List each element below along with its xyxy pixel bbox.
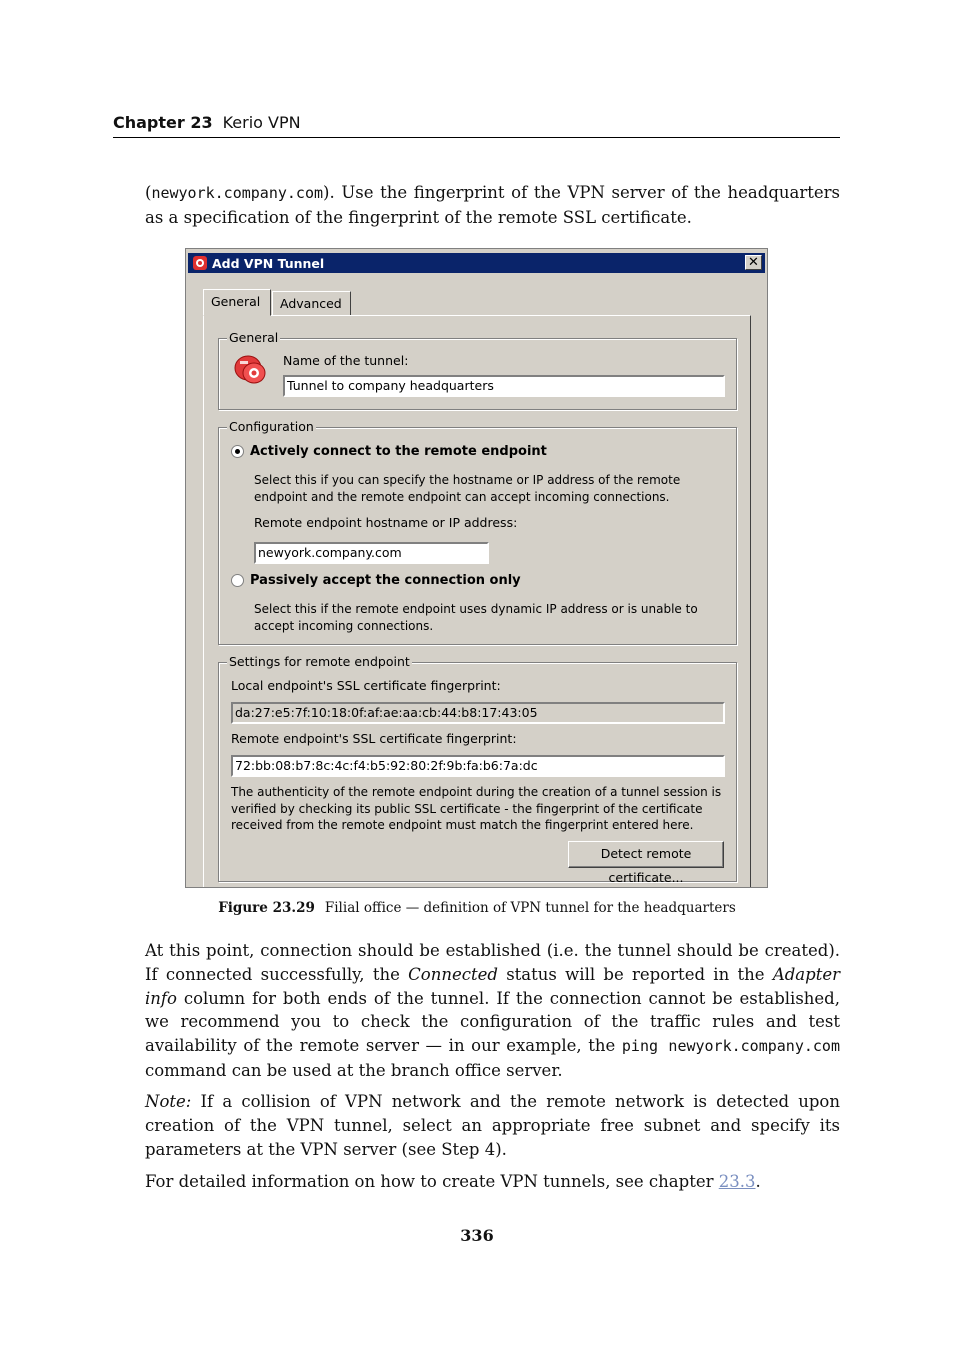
figure-label: Figure 23.29 xyxy=(218,900,315,916)
adapter-info-term: Adapter info xyxy=(145,964,840,1008)
chapter-link[interactable]: 23.3 xyxy=(718,1172,756,1191)
connected-term: Connected xyxy=(408,964,498,984)
vpn-tunnel-icon xyxy=(232,353,268,387)
local-fingerprint-label: Local endpoint's SSL certificate fingerprint: xyxy=(231,678,501,693)
kerio-app-icon xyxy=(192,255,208,271)
active-connect-description: Select this if you can specify the hostname or IP address of the remote endpoint and the remote endpoint can accept incoming connections. xyxy=(254,473,681,504)
tunnel-name-input[interactable]: Tunnel to company headquarters xyxy=(283,375,725,397)
body-paragraph-3: For detailed information on how to create VPN tunnels, see chapter 23.3. xyxy=(145,1172,761,1191)
remote-fingerprint-label: Remote endpoint's SSL certificate fingerprint: xyxy=(231,731,517,746)
detect-certificate-button[interactable]: Detect remote certificate... xyxy=(568,841,724,868)
general-group-title: General xyxy=(229,330,279,345)
general-group xyxy=(218,330,737,410)
configuration-group xyxy=(218,419,737,645)
tab-advanced[interactable]: Advanced xyxy=(272,291,351,315)
active-connect-radio[interactable] xyxy=(231,445,244,458)
add-vpn-tunnel-dialog xyxy=(185,248,768,888)
ping-command: ping newyork.company.com xyxy=(621,1037,840,1056)
body-paragraph-1: At this point, connection should be established (i.e. the tunnel should be created). If connected successfully, the Connected status will be reported in the Adapter info column for both ends of the tunnel. If the connection cannot be established, we recommend you to check the configuration of the traffic rules and test availability of the remote server — in our example, the ping newyork.company.com command can be used at the branch office server. xyxy=(145,941,840,1080)
remote-fingerprint-input[interactable]: 72:bb:08:b7:8c:4c:f4:b5:92:80:2f:9b:fa:b6:7a:dc xyxy=(231,755,725,777)
remote-host-input[interactable]: newyork.company.com xyxy=(254,542,489,564)
chapter-title: Kerio VPN xyxy=(222,113,301,132)
passive-accept-description: Select this if the remote endpoint uses dynamic IP address or is unable to accept incoming connections. xyxy=(254,602,698,633)
running-header xyxy=(113,113,840,138)
note-label: Note: xyxy=(145,1092,192,1111)
local-fingerprint-field: da:27:e5:7f:10:18:0f:af:ae:aa:cb:44:b8:17:43:05 xyxy=(231,702,725,724)
intro-host: newyork.company.com xyxy=(151,184,324,202)
remote-settings-group-title: Settings for remote endpoint xyxy=(229,654,410,669)
remote-settings-group xyxy=(218,654,737,885)
configuration-group-title: Configuration xyxy=(229,419,314,434)
dialog-titlebar xyxy=(188,253,765,273)
general-tab-panel xyxy=(203,315,751,888)
passive-accept-label: Passively accept the connection only xyxy=(250,573,521,588)
active-connect-label: Actively connect to the remote endpoint xyxy=(250,444,547,459)
figure-caption-text: Filial office — definition of VPN tunnel for the headquarters xyxy=(324,900,736,916)
intro-paragraph: (newyork.company.com). Use the fingerprint of the VPN server of the headquarters as a specification of the fingerprint of the remote SSL certificate. xyxy=(145,183,840,227)
page-number: 336 xyxy=(460,1226,494,1245)
figure-caption xyxy=(0,900,954,916)
fingerprint-note: The authenticity of the remote endpoint during the creation of a tunnel session is verified by checking its public SSL certificate - the fingerprint of the certificate received from the remote endpoint must match the fingerprint entered here. xyxy=(231,785,722,832)
dialog-title: Add VPN Tunnel xyxy=(212,256,325,271)
tunnel-name-label: Name of the tunnel: xyxy=(283,353,409,368)
tab-general[interactable]: General xyxy=(203,289,271,316)
passive-accept-radio[interactable] xyxy=(231,574,244,587)
chapter-number: Chapter 23 xyxy=(113,113,213,132)
remote-host-label: Remote endpoint hostname or IP address: xyxy=(254,515,518,530)
close-button[interactable]: ✕ xyxy=(745,255,762,270)
body-paragraph-2: Note: If a collision of VPN network and the remote network is detected upon creation of the VPN tunnel, select an appropriate free subnet and specify its parameters at the VPN server (see Step 4). xyxy=(145,1092,840,1159)
